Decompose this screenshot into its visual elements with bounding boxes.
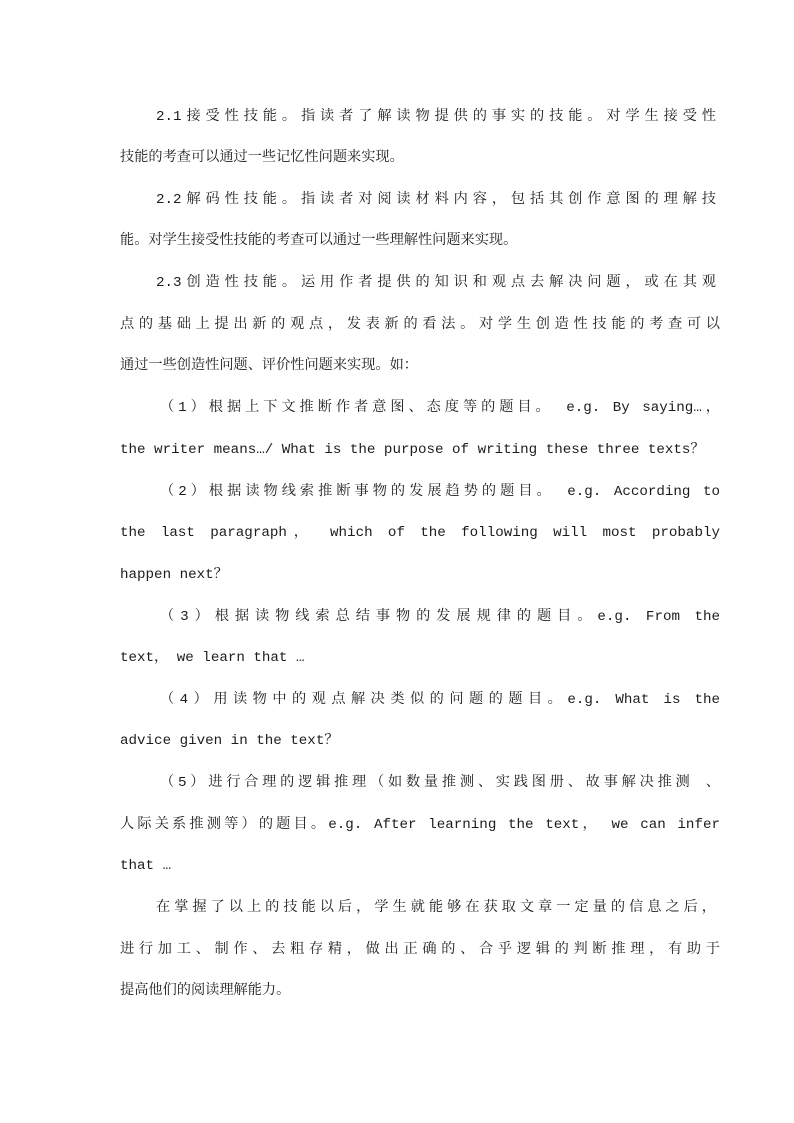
item-2-line-3: happen next？ bbox=[120, 567, 228, 583]
paragraph-2-3-line-1: 2.3创造性技能。运用作者提供的知识和观点去解决问题，或在其观 bbox=[156, 275, 716, 291]
summary-line-3: 提高他们的阅读理解能力。 bbox=[120, 983, 291, 999]
item-2-line-1: （2）根据读物线索推断事物的发展趋势的题目。 e.g. According to bbox=[160, 484, 720, 500]
summary-line-1: 在掌握了以上的技能以后，学生就能够在获取文章一定量的信息之后， bbox=[156, 900, 716, 916]
item-4-line-1: （4）用读物中的观点解决类似的问题的题目。e.g. What is the bbox=[160, 692, 720, 708]
item-4-line-2: advice given in the text？ bbox=[120, 733, 339, 749]
item-5-line-3: that … bbox=[120, 858, 172, 874]
paragraph-2-2-line-1: 2.2解码性技能。指读者对阅读材料内容，包括其创作意图的理解技 bbox=[156, 192, 716, 208]
paragraph-2-1-line-1: 2.1接受性技能。指读者了解读物提供的事实的技能。对学生接受性 bbox=[156, 109, 716, 125]
item-3-line-1: （3）根据读物线索总结事物的发展规律的题目。e.g. From the bbox=[160, 609, 720, 625]
item-2-line-2: the last paragraph， which of the following will most probably bbox=[120, 525, 720, 541]
summary-line-2: 进行加工、制作、去粗存精，做出正确的、合乎逻辑的判断推理，有助于 bbox=[120, 942, 720, 958]
item-5-line-1: （5）进行合理的逻辑推理（如数量推测、实践图册、故事解决推测 、 bbox=[160, 775, 720, 791]
item-3-line-2: text， we learn that … bbox=[120, 650, 305, 666]
paragraph-2-3-line-3: 通过一些创造性问题、评价性问题来实现。如： bbox=[120, 358, 418, 374]
item-1-line-2: the writer means…/ What is the purpose of writing these three texts？ bbox=[120, 442, 705, 458]
paragraph-2-3-line-2: 点的基础上提出新的观点，发表新的看法。对学生创造性技能的考查可以 bbox=[120, 317, 720, 333]
item-1-line-1: （1）根据上下文推断作者意图、态度等的题目。 e.g. By saying…， bbox=[160, 400, 720, 416]
item-5-line-2: 人际关系推测等）的题目。e.g. After learning the text， we can infer bbox=[120, 817, 720, 833]
paragraph-2-2-line-2: 能。对学生接受性技能的考查可以通过一些理解性问题来实现。 bbox=[120, 233, 518, 249]
paragraph-2-1-line-2: 技能的考查可以通过一些记忆性问题来实现。 bbox=[120, 150, 404, 166]
